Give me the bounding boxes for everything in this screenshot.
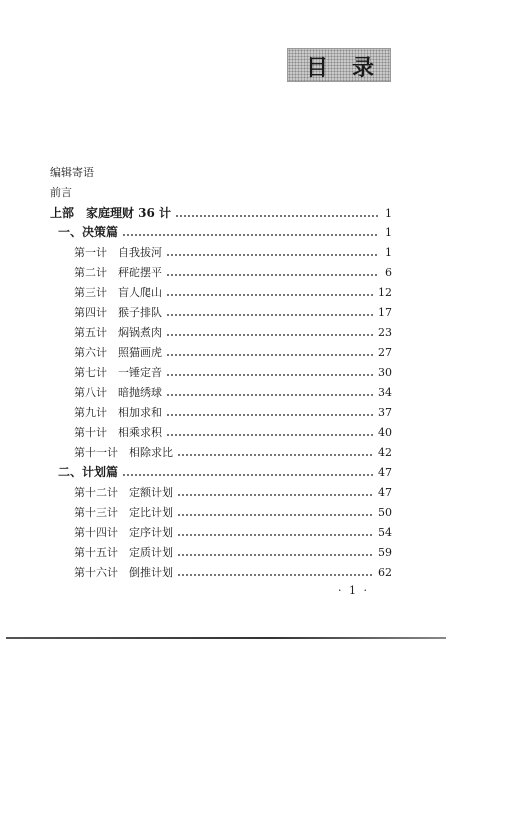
toc-entry (74, 503, 392, 519)
toc-heading-box (287, 48, 391, 82)
toc-entry-page: 12 (378, 286, 392, 299)
dot-leader (177, 514, 374, 516)
toc-entry-label: 第九计 相加求和 (74, 406, 162, 419)
toc-entry-page: 62 (378, 566, 392, 579)
toc-entry-page: 1 (385, 246, 392, 259)
dot-leader (166, 414, 374, 416)
toc-entry-page: 1 (385, 207, 392, 220)
heading-char-mu: 目 (306, 56, 329, 81)
toc-entry-label: 上部 家庭理财 36 计 (50, 206, 172, 220)
dot-leader (122, 234, 378, 236)
toc-entry-page: 27 (378, 346, 392, 359)
dot-leader (166, 394, 374, 396)
toc-entry-page: 47 (378, 466, 392, 479)
toc-entry-label: 第二计 秤砣摆平 (74, 266, 162, 279)
toc-entry-page: 50 (378, 506, 392, 519)
toc-entry-label: 第五计 焖锅煮肉 (74, 326, 162, 339)
toc-entry (74, 263, 392, 279)
toc-entry (74, 563, 392, 579)
preface-editor-note: 编辑寄语 (50, 166, 94, 179)
toc-entry-page: 54 (378, 526, 392, 539)
dot-leader (177, 494, 374, 496)
toc-entry-page: 17 (378, 306, 392, 319)
toc-entry (74, 323, 392, 339)
toc-entry-label: 第三计 盲人爬山 (74, 286, 162, 299)
toc-entry (50, 204, 392, 220)
toc-entry (74, 483, 392, 499)
toc-entry-label: 第七计 一锤定音 (74, 366, 162, 379)
toc-entry-label: 第八计 暗抛绣球 (74, 386, 162, 399)
dot-leader (177, 454, 374, 456)
dot-leader (166, 354, 374, 356)
toc-entry (74, 423, 392, 439)
toc-entry (74, 403, 392, 419)
dot-leader (166, 274, 378, 276)
toc-entry-label: 第十六计 倒推计划 (74, 566, 173, 579)
toc-entry (58, 463, 392, 479)
toc-entry-page: 59 (378, 546, 392, 559)
dot-leader (166, 434, 374, 436)
toc-entry-page: 1 (385, 226, 392, 239)
toc-entry-label: 二、计划篇 (58, 465, 119, 479)
toc-entry (74, 543, 392, 559)
dot-leader (166, 334, 374, 336)
toc-entry-page: 37 (378, 406, 392, 419)
toc-entry (74, 343, 392, 359)
toc-entry-label: 一、决策篇 (58, 225, 119, 239)
toc-entry-page: 30 (378, 366, 392, 379)
toc-entry-label: 第六计 照猫画虎 (74, 346, 162, 359)
toc-entry (74, 283, 392, 299)
dot-leader (166, 294, 374, 296)
page-divider (6, 637, 446, 639)
dot-leader (166, 314, 374, 316)
toc-entry-label: 第四计 猴子排队 (74, 306, 162, 319)
toc-entry-page: 47 (378, 486, 392, 499)
toc-entry-label: 第十计 相乘求积 (74, 426, 162, 439)
toc-entry (58, 223, 392, 239)
toc-entry-page: 34 (378, 386, 392, 399)
toc-entry-page: 40 (378, 426, 392, 439)
toc-entry (74, 243, 392, 259)
toc-entry (74, 443, 392, 459)
toc-entry-page: 6 (385, 266, 392, 279)
toc-entry-label: 第十四计 定序计划 (74, 526, 173, 539)
preface-foreword: 前言 (50, 186, 72, 199)
dot-leader (175, 215, 378, 217)
dot-leader (177, 554, 374, 556)
toc-entry-label: 第十二计 定额计划 (74, 486, 173, 499)
dot-leader (166, 254, 378, 256)
toc-entry-page: 23 (378, 326, 392, 339)
page-number: · 1 · (338, 584, 369, 597)
dot-leader (177, 534, 374, 536)
dot-leader (166, 374, 374, 376)
toc-entry-page: 42 (378, 446, 392, 459)
toc-entry (74, 363, 392, 379)
heading-char-lu: 录 (352, 56, 375, 81)
toc-entry (74, 523, 392, 539)
toc-entry-label: 第一计 自我拔河 (74, 246, 162, 259)
dot-leader (122, 474, 374, 476)
toc-entry (74, 303, 392, 319)
dot-leader (177, 574, 374, 576)
toc-entry-label: 第十一计 相除求比 (74, 446, 173, 459)
toc-entry-label: 第十五计 定质计划 (74, 546, 173, 559)
toc-entry (74, 383, 392, 399)
toc-entry-label: 第十三计 定比计划 (74, 506, 173, 519)
